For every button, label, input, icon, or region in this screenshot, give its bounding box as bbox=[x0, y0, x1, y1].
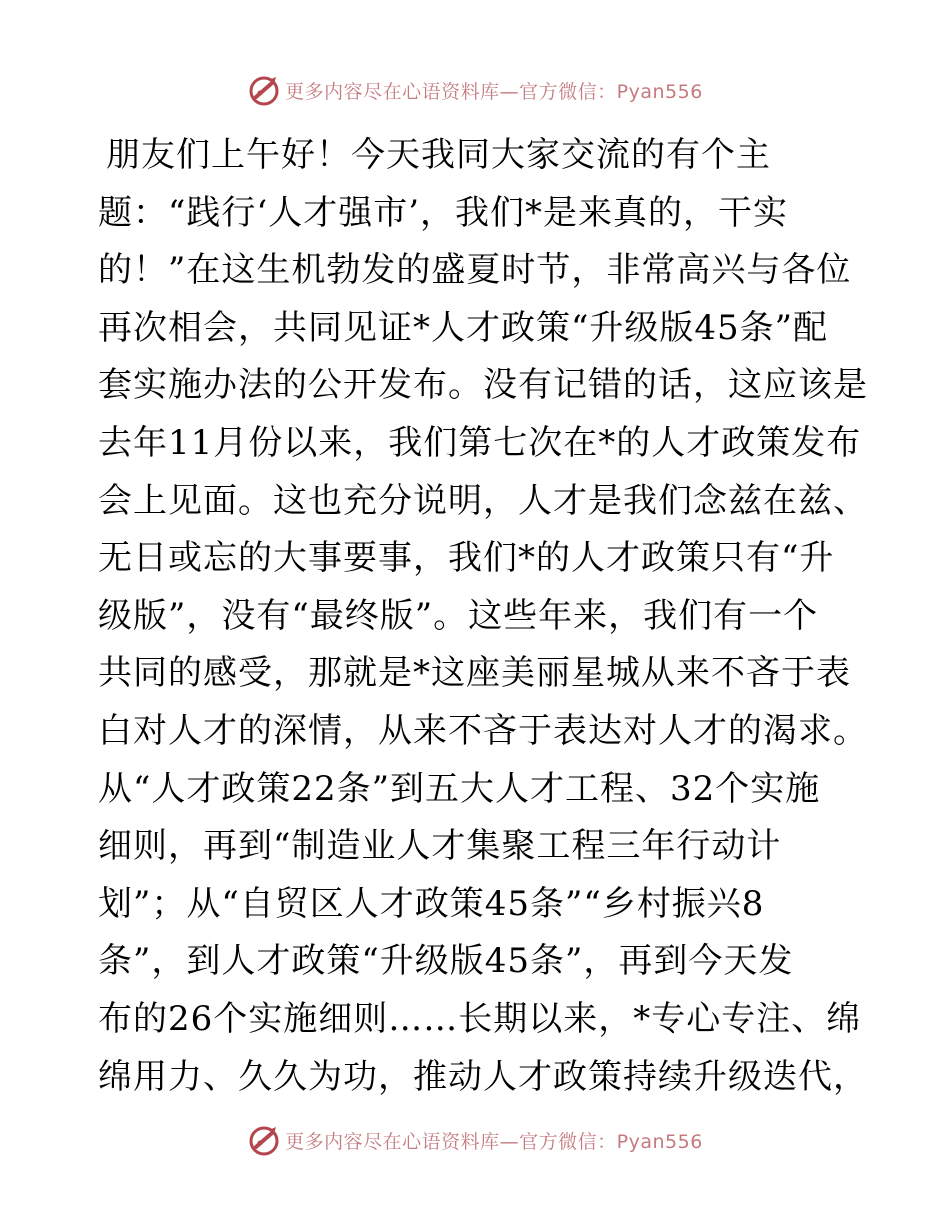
text-line: 从“人才政策22条”到五大人才工程、32个实施 bbox=[98, 768, 821, 809]
text-line: 朋友们上午好！今天我同大家交流的有个主 bbox=[106, 135, 771, 175]
text-line: 白对人才的深情，从来不吝于表达对人才的渴求。 bbox=[98, 710, 868, 751]
text-line: 绵用力、久久为功，推动人才政策持续升级迭代， bbox=[98, 1056, 868, 1097]
brand-logo-icon bbox=[247, 1123, 281, 1157]
text-line: 题：“践行‘人才强市’，我们*是来真的，干实 bbox=[98, 192, 788, 233]
text-line: 细则，再到“制造业人才集聚工程三年行动计 bbox=[98, 826, 782, 867]
text-line: 套实施办法的公开发布。没有记错的话，这应该是 bbox=[98, 365, 868, 406]
footer-watermark bbox=[0, 1120, 950, 1160]
text-line: 划”；从“自贸区人才政策45条”“乡村振兴8 bbox=[98, 883, 765, 924]
header-watermark bbox=[0, 70, 950, 110]
text-line: 再次相会，共同见证*人才政策“升级版45条”配 bbox=[98, 307, 829, 348]
text-line: 无日或忘的大事要事，我们*的人才政策只有“升 bbox=[98, 538, 835, 579]
watermark-text: 更多内容尽在心语资料库—官方微信：Pyan556 bbox=[285, 1130, 703, 1153]
text-line: 布的26个实施细则……长期以来，*专心专注、绵 bbox=[98, 998, 862, 1039]
text-line: 会上见面。这也充分说明，人才是我们念兹在兹、 bbox=[98, 480, 868, 521]
document-body bbox=[98, 127, 868, 1106]
text-line: 条”，到人才政策“升级版45条”，再到今天发 bbox=[98, 941, 794, 982]
watermark-text: 更多内容尽在心语资料库—官方微信：Pyan556 bbox=[285, 80, 703, 103]
text-line: 的！”在这生机勃发的盛夏时节，非常高兴与各位 bbox=[98, 250, 852, 291]
text-line: 级版”，没有“最终版”。这些年来，我们有一个 bbox=[98, 595, 819, 636]
text-line: 共同的感受，那就是*这座美丽星城从来不吝于表 bbox=[98, 653, 851, 694]
text-line: 去年11月份以来，我们第七次在*的人才政策发布 bbox=[98, 422, 862, 463]
brand-logo-icon bbox=[247, 73, 281, 107]
